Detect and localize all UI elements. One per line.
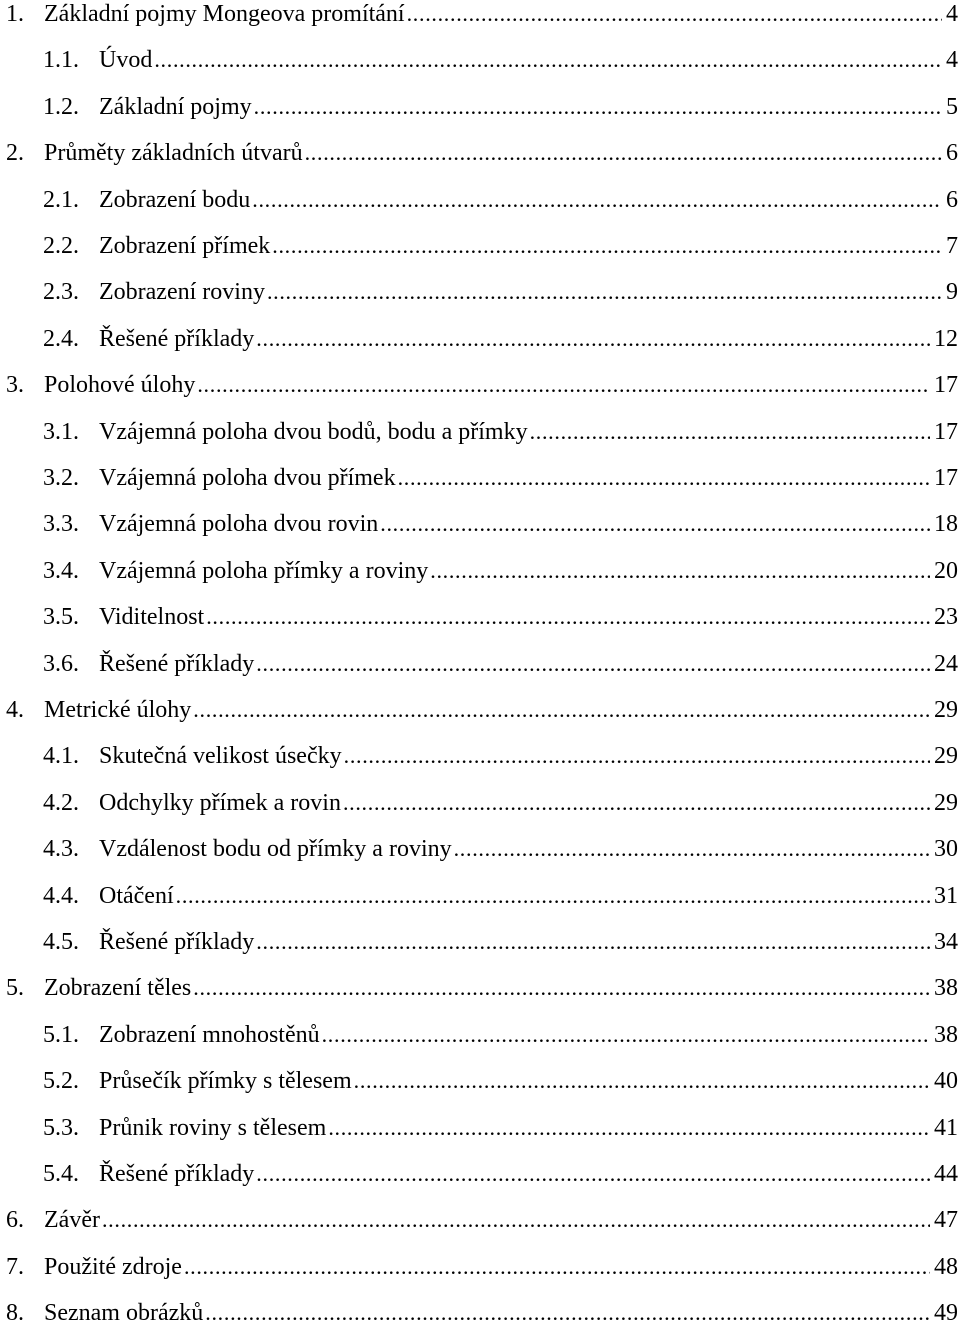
dot-leader: [256, 644, 930, 684]
toc-entry[interactable]: [0, 968, 958, 1008]
toc-entry-number: 5.4.: [43, 1161, 79, 1187]
toc-entry-title: Polohové úlohy: [44, 372, 196, 399]
toc-entry[interactable]: [0, 1200, 958, 1240]
dot-leader: [305, 133, 942, 173]
toc-entry-page-number: 38: [934, 975, 958, 1002]
toc-entry-number: 4.2.: [43, 789, 79, 816]
toc-entry-number: 3.: [6, 372, 24, 399]
toc-entry-title: Řešené příklady: [99, 325, 255, 352]
toc-entry-title: Vzájemná poloha přímky a roviny: [99, 557, 429, 584]
dot-leader: [354, 1061, 930, 1101]
toc-entry-page-number: 48: [934, 1253, 958, 1280]
toc-entry-number: 2.: [6, 140, 24, 167]
dot-leader: [256, 319, 930, 359]
toc-entry-number: 3.6.: [43, 650, 79, 677]
dot-leader: [430, 551, 930, 591]
toc-entry-page-number: 29: [934, 697, 958, 723]
toc-entry-page-number: 12: [934, 325, 958, 352]
toc-entry-page-number: 6: [946, 140, 958, 167]
toc-entry[interactable]: [0, 458, 958, 498]
toc-entry[interactable]: [0, 597, 958, 637]
toc-entry-title: Vzdálenost bodu od přímky a roviny: [99, 836, 452, 863]
toc-entry-title: Vzájemná poloha dvou rovin: [99, 511, 379, 538]
toc-entry-number: 2.4.: [43, 325, 79, 352]
toc-entry-number: 8.: [6, 1300, 24, 1327]
toc-entry-page-number: 17: [934, 372, 958, 399]
dot-leader: [252, 180, 942, 220]
toc-entry-page-number: 6: [946, 186, 958, 213]
toc-entry-page-number: 4: [946, 1, 958, 27]
toc-entry[interactable]: [0, 783, 958, 823]
toc-entry-number: 1.2.: [43, 93, 79, 120]
dot-leader: [184, 1247, 930, 1287]
dot-leader: [193, 968, 930, 1008]
toc-entry[interactable]: [0, 412, 958, 452]
dot-leader: [328, 1108, 930, 1148]
toc-entry-page-number: 17: [934, 465, 958, 491]
dot-leader: [344, 736, 930, 776]
toc-entry-title: Použité zdroje: [44, 1253, 182, 1280]
toc-entry-page-number: 40: [934, 1068, 958, 1095]
dot-leader: [454, 829, 930, 869]
toc-entry-number: 5.3.: [43, 1114, 79, 1141]
toc-entry-page-number: 9: [946, 279, 958, 306]
toc-entry[interactable]: [0, 1061, 958, 1101]
dot-leader: [193, 690, 930, 730]
toc-entry-number: 1.: [6, 1, 24, 27]
toc-entry-page-number: 23: [934, 604, 958, 631]
dot-leader: [343, 783, 930, 823]
dot-leader: [256, 922, 930, 962]
toc-entry[interactable]: [0, 0, 958, 34]
toc-entry-title: Řešené příklady: [99, 650, 255, 677]
toc-entry[interactable]: [0, 736, 958, 776]
toc-entry-title: Řešené příklady: [99, 1161, 255, 1187]
toc-entry[interactable]: [0, 644, 958, 684]
toc-entry-page-number: 47: [934, 1207, 958, 1234]
toc-entry-page-number: 4: [946, 47, 958, 74]
toc-entry-title: Seznam obrázků: [44, 1300, 204, 1327]
dot-leader: [197, 365, 930, 405]
toc-entry-page-number: 44: [934, 1161, 958, 1187]
toc-entry[interactable]: [0, 319, 958, 359]
toc-entry-title: Zobrazení přímek: [99, 233, 271, 259]
toc-entry-number: 2.3.: [43, 279, 79, 306]
toc-entry-page-number: 31: [934, 882, 958, 909]
toc-entry[interactable]: [0, 1015, 958, 1055]
toc-entry-title: Odchylky přímek a rovin: [99, 789, 341, 816]
toc-entry-number: 5.1.: [43, 1021, 79, 1048]
toc-entry-page-number: 24: [934, 650, 958, 677]
toc-entry-page-number: 41: [934, 1114, 958, 1141]
dot-leader: [407, 0, 942, 34]
dot-leader: [176, 876, 930, 916]
toc-entry-page-number: 29: [934, 743, 958, 770]
toc-entry-title: Průměty základních útvarů: [44, 140, 303, 167]
toc-entry[interactable]: [0, 922, 958, 962]
toc-entry-title: Zobrazení bodu: [99, 186, 251, 213]
toc-entry[interactable]: [0, 272, 958, 312]
toc-entry[interactable]: [0, 365, 958, 405]
toc-entry-page-number: 5: [946, 93, 958, 120]
toc-entry-title: Viditelnost: [99, 604, 205, 631]
toc-entry[interactable]: [0, 1293, 958, 1333]
toc-entry[interactable]: [0, 1154, 958, 1194]
toc-entry-title: Průnik roviny s tělesem: [99, 1114, 327, 1141]
toc-entry-page-number: 20: [934, 557, 958, 584]
toc-entry[interactable]: [0, 133, 958, 173]
dot-leader: [267, 272, 942, 312]
toc-entry-page-number: 7: [946, 233, 958, 259]
toc-entry-title: Vzájemná poloha dvou bodů, bodu a přímky: [99, 418, 528, 445]
toc-entry-title: Základní pojmy: [99, 93, 252, 120]
toc-entry-page-number: 30: [934, 836, 958, 863]
dot-leader: [322, 1015, 930, 1055]
toc-entry-number: 7.: [6, 1253, 24, 1280]
toc-entry-page-number: 29: [934, 789, 958, 816]
toc-entry-number: 6.: [6, 1207, 24, 1234]
toc-entry-title: Metrické úlohy: [44, 697, 192, 723]
dot-leader: [254, 87, 942, 127]
toc-entry-number: 4.: [6, 697, 24, 723]
toc-entry-number: 3.1.: [43, 418, 79, 445]
toc-entry-number: 4.1.: [43, 743, 79, 770]
toc-entry-page-number: 38: [934, 1021, 958, 1048]
toc-entry[interactable]: [0, 87, 958, 127]
toc-entry-title: Závěr: [44, 1207, 100, 1234]
toc-entry[interactable]: [0, 1247, 958, 1287]
toc-entry-title: Zobrazení mnohostěnů: [99, 1021, 320, 1048]
toc-entry-number: 1.1.: [43, 47, 79, 74]
toc-entry-title: Úvod: [99, 47, 153, 74]
dot-leader: [206, 597, 930, 637]
toc-entry-number: 5.2.: [43, 1068, 79, 1095]
dot-leader: [102, 1200, 930, 1240]
toc-entry[interactable]: [0, 876, 958, 916]
toc-entry-title: Zobrazení roviny: [99, 279, 265, 306]
toc-entry-page-number: 18: [934, 511, 958, 538]
dot-leader: [380, 504, 930, 544]
toc-entry[interactable]: [0, 504, 958, 544]
dot-leader: [256, 1154, 930, 1194]
toc-entry-number: 4.4.: [43, 882, 79, 909]
dot-leader: [272, 226, 942, 266]
toc-entry[interactable]: [0, 551, 958, 591]
toc-entry-title: Řešené příklady: [99, 929, 255, 955]
toc-entry[interactable]: [0, 690, 958, 730]
toc-entry-title: Vzájemná poloha dvou přímek: [99, 465, 396, 491]
toc-entry-title: Zobrazení těles: [44, 975, 192, 1002]
toc-entry[interactable]: [0, 1108, 958, 1148]
toc-entry-number: 3.5.: [43, 604, 79, 631]
toc-entry-title: Skutečná velikost úsečky: [99, 743, 342, 770]
toc-entry[interactable]: [0, 180, 958, 220]
toc-entry[interactable]: [0, 829, 958, 869]
toc-entry-page-number: 49: [934, 1300, 958, 1327]
toc-entry-number: 2.1.: [43, 186, 79, 213]
dot-leader: [530, 412, 930, 452]
toc-entry-title: Otáčení: [99, 882, 174, 909]
toc-entry-number: 3.2.: [43, 465, 79, 491]
toc-entry-page-number: 34: [934, 929, 958, 955]
toc-entry-number: 4.5.: [43, 929, 79, 955]
toc-entry-title: Základní pojmy Mongeova promítání: [44, 1, 405, 27]
toc-entry[interactable]: [0, 226, 958, 266]
toc-entry-page-number: 17: [934, 418, 958, 445]
toc-entry-title: Průsečík přímky s tělesem: [99, 1068, 352, 1095]
toc-entry-number: 5.: [6, 975, 24, 1002]
dot-leader: [154, 40, 942, 80]
toc-entry-number: 4.3.: [43, 836, 79, 863]
toc-entry-number: 2.2.: [43, 233, 79, 259]
toc-entry-number: 3.3.: [43, 511, 79, 538]
toc-entry-number: 3.4.: [43, 557, 79, 584]
dot-leader: [205, 1293, 930, 1333]
dot-leader: [398, 458, 930, 498]
toc-entry[interactable]: [0, 40, 958, 80]
